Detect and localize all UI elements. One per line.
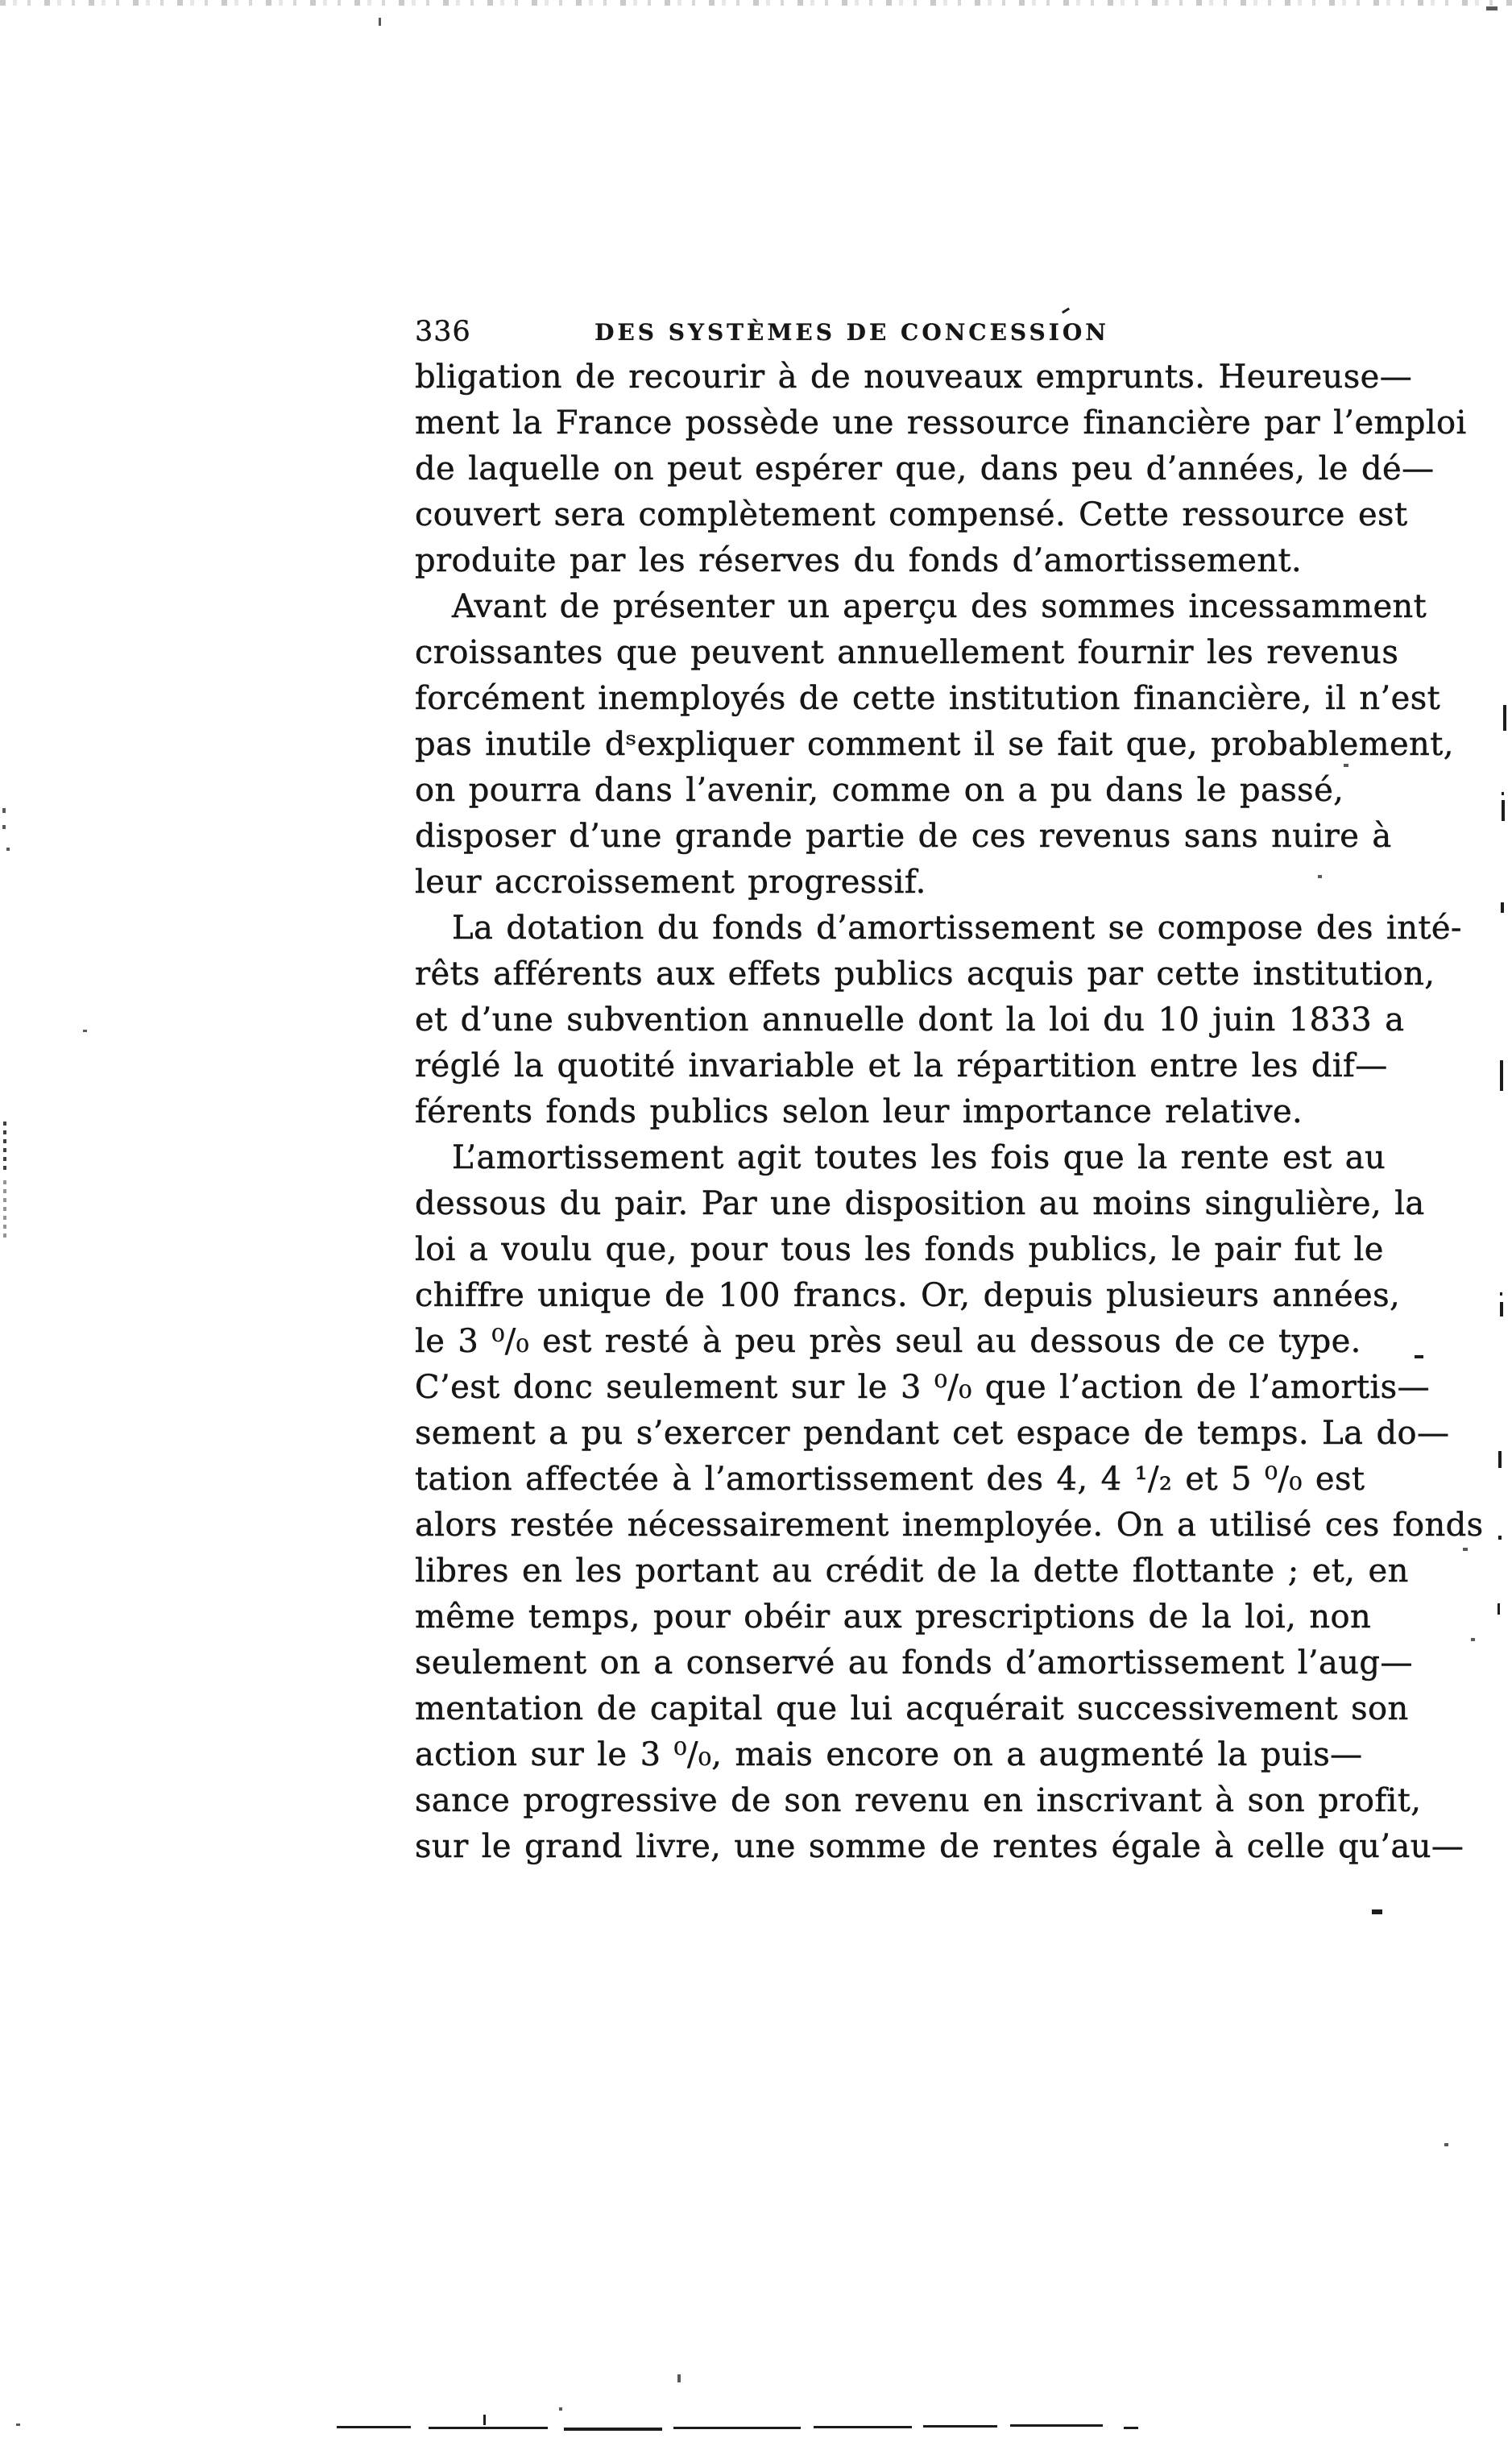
text-line: ment la France possède une ressource financière par l’emploi bbox=[415, 404, 1467, 442]
text-line: croissantes que peuvent annuellement fournir les revenus bbox=[415, 634, 1399, 671]
scan-speck bbox=[6, 848, 10, 851]
scan-dotted-line bbox=[3, 1180, 6, 1241]
text-line: C’est donc seulement sur le 3 ⁰/₀ que l’action de l’amortis— bbox=[415, 1369, 1430, 1406]
scan-speck bbox=[1372, 1909, 1382, 1914]
ink-mark bbox=[1502, 792, 1504, 795]
ink-mark bbox=[1062, 308, 1070, 314]
text-line: libres en les portant au crédit de la dette flottante ; et, en bbox=[415, 1553, 1409, 1590]
text-line: Avant de présenter un aperçu des sommes incessamment bbox=[452, 588, 1427, 625]
scan-speck bbox=[1471, 1638, 1475, 1641]
text-line: on pourra dans l’avenir, comme on a pu dans le passé, bbox=[415, 772, 1344, 809]
text-line: et d’une subvention annuelle dont la loi du 10 juin 1833 a bbox=[415, 1001, 1405, 1039]
text-line: sement a pu s’exercer pendant cet espace de temps. La do— bbox=[415, 1415, 1450, 1452]
scan-speck bbox=[1444, 2143, 1448, 2146]
ink-mark bbox=[1501, 902, 1504, 913]
scan-speck bbox=[16, 2423, 20, 2426]
ink-mark bbox=[1503, 705, 1506, 731]
text-line: seulement on a conservé au fonds d’amortissement l’aug— bbox=[415, 1644, 1413, 1681]
text-line: forcément inemployés de cette institution financière, il n’est bbox=[415, 680, 1441, 717]
text-line: sur le grand livre, une somme de rentes égale à celle qu’au— bbox=[415, 1828, 1464, 1865]
scan-dotted-line bbox=[3, 1122, 6, 1171]
scan-speck bbox=[83, 1030, 87, 1032]
text-line: La dotation du fonds d’amortissement se compose des inté- bbox=[452, 910, 1462, 947]
scan-speck bbox=[2, 808, 6, 813]
text-line: produite par les réserves du fonds d’amortissement. bbox=[415, 542, 1303, 579]
scan-speck bbox=[1415, 1355, 1423, 1358]
text-line: leur accroissement progressif. bbox=[415, 864, 926, 901]
ink-mark bbox=[1498, 1603, 1500, 1615]
ink-mark bbox=[1502, 800, 1505, 821]
scan-speck bbox=[1463, 1548, 1468, 1551]
text-line: mentation de capital que lui acquérait successivement son bbox=[415, 1690, 1409, 1727]
ink-mark bbox=[1498, 1536, 1502, 1540]
text-line: dessous du pair. Par une disposition au moins singulière, la bbox=[415, 1185, 1425, 1222]
text-line: férents fonds publics selon leur importance relative. bbox=[415, 1093, 1303, 1130]
scan-speck bbox=[483, 2415, 486, 2425]
text-line: disposer d’une grande partie de ces revenus sans nuire à bbox=[415, 818, 1392, 855]
text-line: même temps, pour obéir aux prescriptions de la loi, non bbox=[415, 1598, 1372, 1636]
scan-speck bbox=[379, 18, 381, 26]
ink-mark bbox=[1498, 1451, 1502, 1468]
text-line: action sur le 3 ⁰/₀, mais encore on a augmenté la puis— bbox=[415, 1736, 1363, 1773]
scan-speck bbox=[2, 825, 6, 829]
text-line: L’amortissement agit toutes les fois que la rente est au bbox=[452, 1139, 1386, 1176]
scan-speck bbox=[1318, 875, 1322, 878]
text-line: alors restée nécessairement inemployée. On a utilisé ces fonds bbox=[415, 1507, 1484, 1544]
page-header bbox=[415, 316, 1289, 348]
running-title: DES SYSTÈMES DE CONCESSION bbox=[594, 319, 1109, 346]
text-line: loi a voulu que, pour tous les fonds publics, le pair fut le bbox=[415, 1231, 1384, 1268]
ink-mark bbox=[1500, 1302, 1503, 1316]
text-line: rêts afférents aux effets publics acquis par cette institution, bbox=[415, 956, 1435, 993]
text-line: tation affectée à l’amortissement des 4, 4 ¹/₂ et 5 ⁰/₀ est bbox=[415, 1461, 1365, 1498]
scan-speck bbox=[1344, 764, 1348, 767]
text-line: bligation de recourir à de nouveaux emprunts. Heureuse— bbox=[415, 359, 1413, 396]
text-line: sance progressive de son revenu en inscrivant à son profit, bbox=[415, 1782, 1422, 1819]
page-number: 336 bbox=[415, 316, 471, 348]
scan-speck bbox=[677, 2374, 681, 2382]
text-line: pas inutile dˢexpliquer comment il se fait que, probablement, bbox=[415, 726, 1454, 763]
text-line: le 3 ⁰/₀ est resté à peu près seul au dessous de ce type. bbox=[415, 1323, 1361, 1360]
text-line: réglé la quotité invariable et la répartition entre les dif— bbox=[415, 1047, 1388, 1084]
scan-speck bbox=[559, 2407, 562, 2411]
text-column bbox=[415, 355, 1484, 1870]
ink-mark bbox=[1500, 1060, 1503, 1091]
scan-speck bbox=[1486, 6, 1498, 10]
text-line: chiffre unique de 100 francs. Or, depuis plusieurs années, bbox=[415, 1277, 1401, 1314]
ink-mark bbox=[1500, 1292, 1502, 1296]
text-line: de laquelle on peut espérer que, dans peu d’années, le dé— bbox=[415, 450, 1435, 487]
text-line: couvert sera complètement compensé. Cette ressource est bbox=[415, 496, 1408, 533]
scan-noise-top bbox=[0, 0, 1512, 6]
